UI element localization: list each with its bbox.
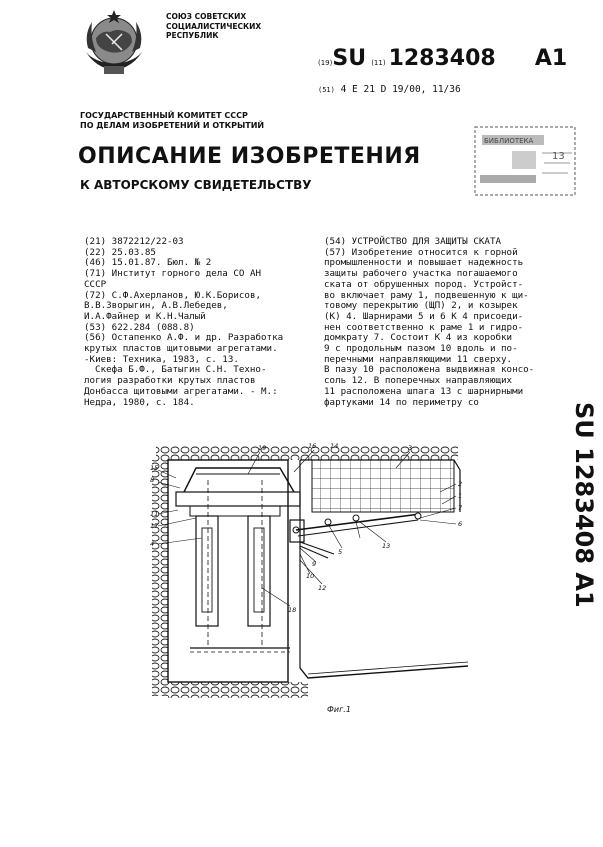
bib-line: крутых пластов щитовыми агрегатами. — [84, 343, 278, 355]
bib-line: Донбасса щитовыми агрегатами. - М.: — [84, 385, 278, 397]
stamp-text-library: БИБЛИОТЕКА — [484, 137, 534, 145]
emblem-icon — [82, 8, 146, 80]
bib-line: Скефа Б.Ф., Батыгин С.Н. Техно- — [95, 364, 267, 376]
label-6: 6 — [458, 520, 463, 528]
label-18: 18 — [288, 606, 297, 614]
rock-left — [152, 460, 168, 696]
ipc-classification — [318, 84, 461, 95]
abstract-line: фартуками 14 по периметру со — [324, 396, 479, 408]
side-number-text: SU 1283408 A1 — [570, 402, 598, 608]
stamp-text-number: 13 — [552, 151, 565, 162]
label-11: 11 — [150, 510, 159, 518]
label-5: 5 — [338, 548, 343, 556]
library-stamp — [472, 123, 580, 201]
side-patent-number — [546, 398, 598, 698]
country-code-tag: (19) — [318, 59, 333, 67]
abstract-line: промышленности и повышает надежность — [324, 257, 524, 269]
country-code: SU — [332, 46, 367, 71]
technical-drawing — [150, 438, 468, 710]
invention-title: (54) УСТРОЙСТВО ДЛЯ ЗАЩИТЫ СКАТА — [324, 236, 502, 247]
bib-line: (46) 15.01.87. Бюл. № 2 — [84, 257, 212, 269]
bib-line: Недра, 1980, с. 184. — [84, 396, 195, 408]
bib-line: И.А.Файнер и К.Н.Чалый — [84, 310, 206, 322]
abstract-line: нен соответственно к раме 1 и гидро- — [324, 321, 524, 333]
label-3: 3 — [408, 444, 413, 452]
abstract-line: В пазу 10 расположена выдвижная консо- — [324, 364, 535, 376]
bib-line: СССР — [84, 278, 107, 290]
committee-line: ПО ДЕЛАМ ИЗОБРЕТЕНИЙ И ОТКРЫТИЙ — [80, 121, 265, 130]
bib-line: (22) 25.03.85 — [84, 246, 156, 258]
label-2: 2 — [458, 480, 463, 488]
figure-caption: Фиг.1 — [327, 705, 351, 714]
drawing-svg — [150, 438, 468, 710]
label-17: 17 — [150, 522, 159, 530]
org-line: СОЮЗ СОВЕТСКИХ — [166, 12, 247, 21]
bibliographic-data — [84, 237, 283, 408]
state-emblem — [82, 8, 146, 80]
publication-number — [318, 46, 588, 72]
label-13: 13 — [382, 542, 391, 550]
abstract-line: перечными направляющими 11 сверху. — [324, 353, 513, 365]
abstract-line: во включает раму 1, подвешенную к щи- — [324, 289, 529, 301]
stamp-icon — [472, 123, 580, 201]
document-subtitle: К АВТОРСКОМУ СВИДЕТЕЛЬСТВУ — [80, 178, 312, 192]
bib-line: В.В.Зворыгин, А.В.Лебедев, — [84, 300, 228, 312]
bib-line: (56) Остапенко А.Ф. и др. Разработка — [84, 332, 284, 344]
label-7: 7 — [458, 504, 463, 512]
org-line: СОЦИАЛИСТИЧЕСКИХ — [166, 21, 262, 31]
abstract-line: (57) Изобретение относится к горной — [324, 246, 518, 258]
bib-line: логия разработки крутых пластов — [84, 375, 256, 387]
abstract-line: домкрату 7. Состоит К 4 из коробки — [324, 332, 513, 344]
abstract-line: ската от обрушенных пород. Устройст- — [324, 278, 524, 290]
patent-number: 1283408 — [388, 46, 496, 71]
label-1: 1 — [458, 492, 463, 500]
abstract-line: 11 расположена шпага 13 с шарнирными — [324, 385, 524, 397]
bib-line: (72) С.Ф.Ахерланов, Ю.К.Борисов, — [84, 289, 262, 301]
label-16: 16 — [308, 442, 317, 450]
label-19: 19 — [258, 444, 267, 452]
committee-name — [80, 111, 310, 131]
label-15: 15 — [150, 464, 159, 472]
abstract-line: товому перекрытию (ЩП) 2, и козырек — [324, 300, 518, 312]
bib-line: -Киев: Техника, 1983, с. 13. — [84, 353, 239, 365]
bib-line: (53) 622.284 (088.8) — [84, 321, 195, 333]
committee-line: ГОСУДАРСТВЕННЫЙ КОМИТЕТ СССР — [80, 111, 248, 120]
side-number-svg — [546, 398, 598, 698]
bib-line: (21) 3872212/22-03 — [84, 236, 184, 247]
document-kind: A1 — [534, 46, 568, 71]
bib-line: (71) Институт горного дела СО АН — [84, 268, 262, 280]
label-14: 14 — [330, 442, 339, 450]
organization-name — [166, 12, 306, 41]
abstract-line: защиты рабочего участка погашаемого — [324, 268, 518, 280]
abstract-line: 9 с продольным пазом 10 вдоль и по- — [324, 343, 518, 355]
abstract — [324, 237, 534, 408]
abstract-line: (К) 4. Шарнирами 5 и 6 К 4 присоеди- — [324, 310, 524, 322]
label-10: 10 — [306, 572, 315, 580]
label-4: 4 — [150, 540, 155, 548]
number-code-tag: (11) — [371, 59, 386, 67]
rock-bottom — [168, 682, 308, 698]
label-12: 12 — [318, 584, 327, 592]
ipc-code-tag: (51) — [318, 86, 335, 94]
ipc-value: 4 E 21 D 19/00, 11/36 — [340, 84, 461, 95]
abstract-line: соль 12. В поперечных направляющих — [324, 375, 513, 387]
label-8: 8 — [150, 476, 155, 484]
org-line: РЕСПУБЛИК — [166, 31, 219, 40]
document-title: ОПИСАНИЕ ИЗОБРЕТЕНИЯ — [78, 144, 421, 169]
label-9: 9 — [312, 560, 317, 568]
